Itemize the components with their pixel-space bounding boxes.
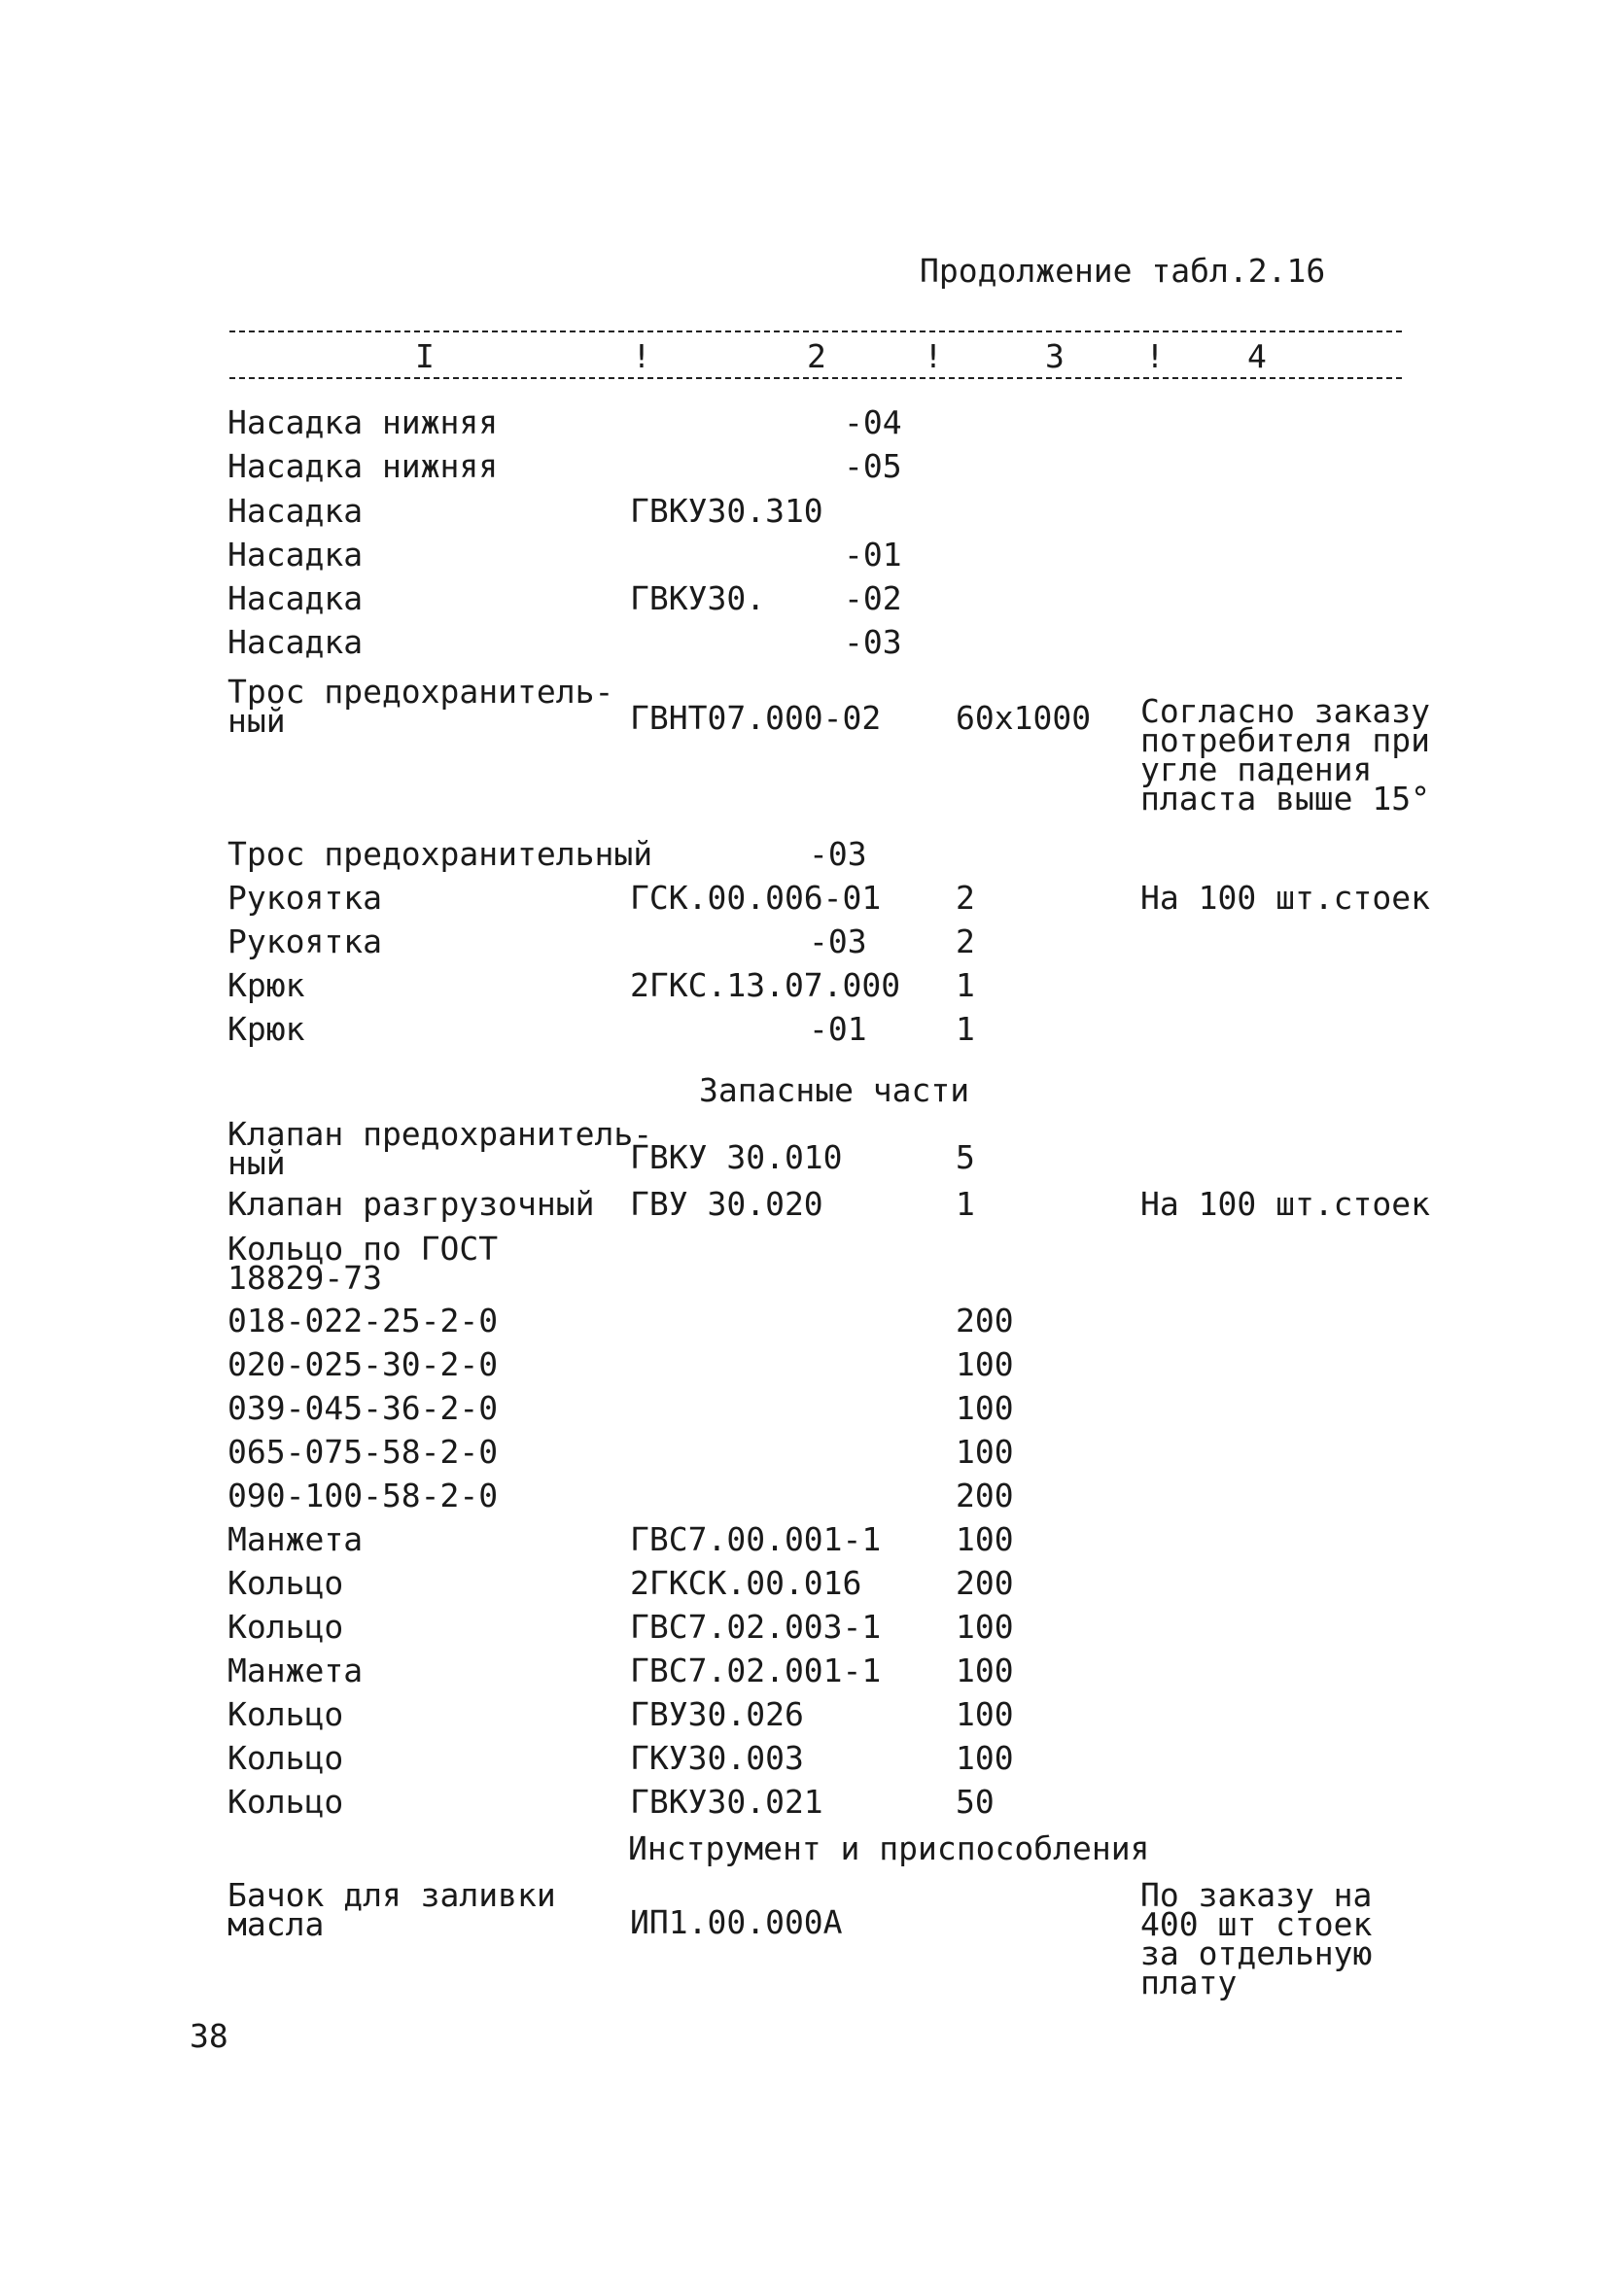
table-row: [0, 492, 1607, 534]
item-designation: ГВУ30.026: [630, 1695, 804, 1733]
item-qty: 100: [956, 1739, 1014, 1777]
table-row: [0, 447, 1607, 489]
table-row: [0, 623, 1607, 665]
table-row: [0, 1115, 1607, 1182]
item-name: Клапан разгрузочный: [227, 1185, 595, 1223]
item-designation: 2ГКСК.00.016: [630, 1564, 862, 1602]
item-designation-suffix: -02: [844, 579, 902, 617]
item-designation: -04: [844, 403, 902, 441]
item-name: Кольцо: [227, 1608, 344, 1646]
item-name: Кольцо: [227, 1564, 344, 1602]
item-qty: 2: [956, 879, 975, 917]
item-designation: ГВС7.02.001-1: [630, 1652, 882, 1689]
item-name: Рукоятка: [227, 922, 382, 960]
item-note: На 100 шт.стоек: [1140, 879, 1431, 917]
item-qty: 5: [956, 1138, 975, 1176]
item-name: Насадка: [227, 579, 364, 617]
item-qty: 100: [956, 1433, 1014, 1471]
item-note: По заказу на 400 шт стоек за отдельную плату: [1140, 1876, 1373, 2001]
item-name: Насадка: [227, 536, 364, 574]
table-row: [0, 1520, 1607, 1562]
item-qty: 200: [956, 1477, 1014, 1514]
item-designation: ГВУ 30.020: [630, 1185, 823, 1223]
table-row: [0, 1345, 1607, 1387]
table-row: [0, 1389, 1607, 1431]
table-row: [0, 673, 1607, 818]
header-rule-top: [229, 330, 1402, 332]
item-designation: ГВС7.02.003-1: [630, 1608, 882, 1646]
item-designation: ГВНТ07.000-02: [630, 699, 882, 737]
item-designation: ГВС7.00.001-1: [630, 1520, 882, 1558]
item-qty: 50: [956, 1783, 995, 1821]
table-row: [0, 1230, 1607, 1297]
header-rule-bottom: [229, 377, 1402, 379]
item-designation: ГВКУ30.310: [630, 492, 823, 530]
table-row: [0, 1479, 1607, 1518]
item-size: 60x1000: [956, 699, 1092, 737]
item-name: Трос предохранитель- ный: [227, 673, 614, 740]
table-row: [0, 1654, 1607, 1693]
item-name: Насадка нижняя: [227, 447, 499, 485]
table-row: [0, 966, 1607, 1008]
item-designation: ИП1.00.000А: [630, 1903, 843, 1941]
item-qty: 100: [956, 1652, 1014, 1689]
item-designation: ГВКУ30.021: [630, 1783, 823, 1821]
col-sep-2: !: [924, 337, 943, 375]
col-header-2: 2: [807, 337, 826, 375]
table-row: [0, 922, 1607, 964]
item-designation: ГСК.00.006-01: [630, 879, 882, 917]
col-sep-3: !: [1145, 337, 1165, 375]
item-designation: -03: [809, 922, 867, 960]
table-caption: Продолжение табл.2.16: [920, 252, 1326, 290]
item-name: 020-025-30-2-0: [227, 1345, 499, 1383]
item-name: Насадка: [227, 492, 364, 530]
table-row: [0, 879, 1607, 921]
item-name: Кольцо: [227, 1783, 344, 1821]
item-qty: 200: [956, 1564, 1014, 1602]
item-name: Насадка нижняя: [227, 403, 499, 441]
item-designation: -01: [809, 1010, 867, 1048]
item-name: Бачок для заливки масла: [227, 1876, 556, 1943]
table-row: [0, 1695, 1607, 1737]
item-note: На 100 шт.стоек: [1140, 1185, 1431, 1223]
item-name: Крюк: [227, 1010, 305, 1048]
item-qty: 200: [956, 1302, 1014, 1339]
table-row: [0, 536, 1607, 577]
item-name: 039-045-36-2-0: [227, 1389, 499, 1427]
item-designation: ГВКУ 30.010: [630, 1138, 843, 1176]
item-name: Кольцо: [227, 1695, 344, 1733]
item-name: Рукоятка: [227, 879, 382, 917]
item-name: Манжета: [227, 1652, 364, 1689]
item-designation: ГВКУ30.: [630, 579, 766, 617]
col-header-1: I: [415, 337, 435, 375]
table-row: [0, 1564, 1607, 1606]
table-row: [0, 1302, 1607, 1343]
item-name: Клапан предохранитель- ный: [227, 1115, 653, 1182]
item-qty: 100: [956, 1695, 1014, 1733]
table-row: [0, 1185, 1607, 1227]
section-heading-spare-parts: Запасные части: [699, 1071, 970, 1109]
table-row: [0, 1739, 1607, 1781]
table-row: [0, 1608, 1607, 1650]
item-designation: 2ГКС.13.07.000: [630, 966, 901, 1004]
item-qty: 1: [956, 966, 975, 1004]
item-designation: ГКУ30.003: [630, 1739, 804, 1777]
item-name: 065-075-58-2-0: [227, 1433, 499, 1471]
item-name: Трос предохранительный: [227, 835, 653, 873]
table-row: [0, 579, 1607, 621]
item-qty: 100: [956, 1389, 1014, 1427]
section-heading-tools: Инструмент и приспособления: [628, 1829, 1150, 1867]
item-qty: 2: [956, 922, 975, 960]
table-row: [0, 1010, 1607, 1052]
item-note: Согласно заказу потребителя при угле падения пласта выше 15°: [1140, 692, 1431, 818]
table-row: [0, 403, 1607, 445]
item-designation: -05: [844, 447, 902, 485]
item-qty: 100: [956, 1608, 1014, 1646]
col-header-4: 4: [1247, 337, 1267, 375]
item-name: Крюк: [227, 966, 305, 1004]
item-qty: 100: [956, 1520, 1014, 1558]
page-number: 38: [190, 2017, 228, 2055]
item-name: Кольцо по ГОСТ 18829-73: [227, 1230, 499, 1297]
item-qty: 1: [956, 1185, 975, 1223]
item-designation: -03: [844, 623, 902, 661]
item-name: Кольцо: [227, 1739, 344, 1777]
table-row: [0, 835, 1607, 877]
item-qty: 1: [956, 1010, 975, 1048]
item-designation: -03: [809, 835, 867, 873]
item-name: Манжета: [227, 1520, 364, 1558]
item-name: Насадка: [227, 623, 364, 661]
item-qty: 100: [956, 1345, 1014, 1383]
table-row: [0, 1876, 1607, 2001]
item-designation: -01: [844, 536, 902, 574]
table-row: [0, 1433, 1607, 1475]
table-row: [0, 1783, 1607, 1825]
col-header-3: 3: [1045, 337, 1065, 375]
item-name: 090-100-58-2-0: [227, 1477, 499, 1514]
item-name: 018-022-25-2-0: [227, 1302, 499, 1339]
col-sep-1: !: [632, 337, 651, 375]
